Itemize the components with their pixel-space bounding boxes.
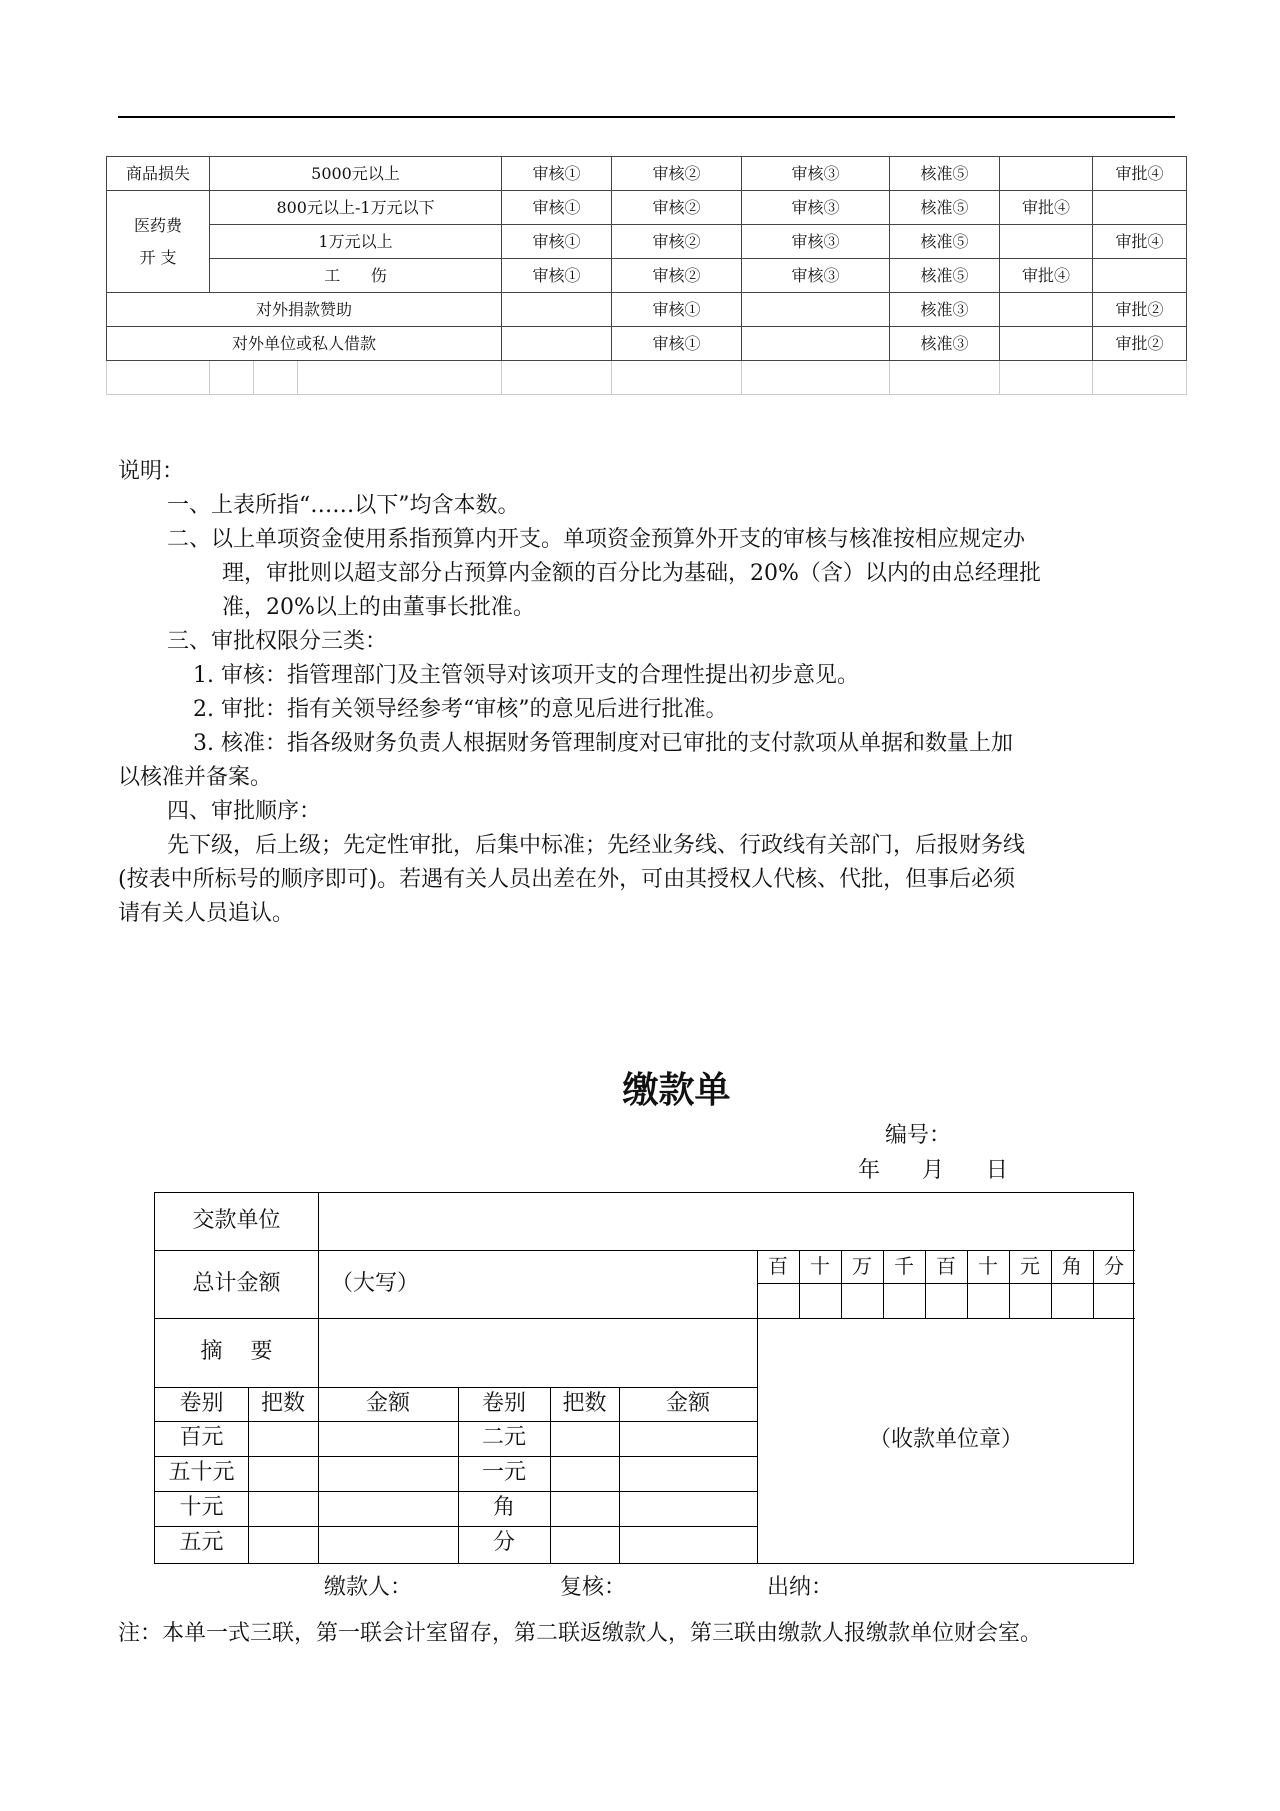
total-amount-label: 总计金额 [192, 1271, 281, 1296]
capital-amount-hint: （大写） [331, 1271, 420, 1296]
denom-header: 金额 [665, 1391, 710, 1416]
note-line: 准，20%以上的由董事长批准。 [222, 595, 535, 620]
table-row [107, 361, 1187, 395]
table-cell: 800元以上-1万元以下 [210, 191, 502, 225]
table-cell: 1万元以上 [210, 225, 502, 259]
table-cell: 审核① [502, 157, 612, 191]
reviewer-label: 复核： [560, 1575, 627, 1600]
form-rule [155, 1250, 1135, 1251]
note-line: 先下级，后上级；先定性审批，后集中标准；先经业务线、行政线有关部门，后报财务线 [167, 833, 1026, 858]
table-cell [742, 361, 890, 395]
stamp-label: （收款单位章） [868, 1427, 1023, 1452]
note-line: 以核准并备案。 [118, 765, 273, 790]
denom-label: 一元 [481, 1460, 526, 1485]
table-cell [298, 361, 502, 395]
table-cell: 审核② [612, 157, 742, 191]
form-rule [155, 1387, 757, 1388]
table-cell [1000, 225, 1093, 259]
table-row [107, 259, 1187, 293]
table-cell: 审核③ [742, 259, 890, 293]
table-cell [1093, 259, 1187, 293]
payer-label: 缴款人： [324, 1575, 413, 1600]
note-line: 3. 核准：指各级财务负责人根据财务管理制度对已审批的支付款项从单据和数量上加 [193, 731, 1013, 756]
table-cell: 审核① [612, 293, 742, 327]
digit-header: 万 [852, 1254, 872, 1278]
digit-header: 角 [1062, 1254, 1082, 1278]
table-cell: 审核① [502, 259, 612, 293]
serial-label: 编号： [885, 1123, 952, 1148]
table-cell: 审批④ [1093, 157, 1187, 191]
table-cell [1000, 293, 1093, 327]
payer-unit-field[interactable] [318, 1208, 757, 1234]
table-cell: 审核② [612, 191, 742, 225]
summary-label: 摘 要 [200, 1339, 273, 1364]
table-cell: 医药费 开 支 [107, 191, 210, 293]
table-cell [612, 361, 742, 395]
table-cell: 核准③ [890, 327, 1000, 361]
table-cell [210, 361, 254, 395]
table-cell: 审核① [502, 225, 612, 259]
table-cell [502, 293, 612, 327]
table-cell: 核准③ [890, 293, 1000, 327]
denom-label: 五十元 [168, 1460, 235, 1485]
form-rule [155, 1421, 757, 1422]
note-line: 1. 审核：指管理部门及主管领导对该项开支的合理性提出初步意见。 [193, 663, 859, 688]
digit-header: 分 [1104, 1254, 1124, 1278]
denom-header: 把数 [562, 1391, 607, 1416]
table-cell: 5000元以上 [210, 157, 502, 191]
table-cell: 对外单位或私人借款 [107, 327, 502, 361]
table-cell [502, 327, 612, 361]
denom-label: 角 [492, 1495, 515, 1520]
cashier-label: 出纳： [767, 1575, 834, 1600]
table-cell [1000, 157, 1093, 191]
table-cell: 审核③ [742, 225, 890, 259]
table-cell: 对外捐款赞助 [107, 293, 502, 327]
table-cell [1000, 361, 1093, 395]
table-cell [1000, 327, 1093, 361]
form-rule [155, 1456, 757, 1457]
denom-label: 二元 [481, 1425, 526, 1450]
note-line: 二、以上单项资金使用系指预算内开支。单项资金预算外开支的审核与核准按相应规定办 [167, 527, 1026, 552]
note-line: 理，审批则以超支部分占预算内金额的百分比为基础，20%（含）以内的由总经理批 [222, 561, 1041, 586]
table-cell [502, 361, 612, 395]
note-line: 一、上表所指“……以下”均含本数。 [167, 493, 520, 518]
form-rule [757, 1283, 1135, 1284]
table-cell: 核准⑤ [890, 259, 1000, 293]
digit-header: 千 [894, 1254, 914, 1278]
table-cell: 审核③ [742, 157, 890, 191]
form-title: 缴款单 [622, 1070, 731, 1111]
table-cell: 商品损失 [107, 157, 210, 191]
table-cell: 审核② [612, 225, 742, 259]
header-rule [118, 116, 1175, 118]
table-cell: 核准⑤ [890, 225, 1000, 259]
table-cell [1093, 361, 1187, 395]
table-row [107, 225, 1187, 259]
approval-table [106, 156, 1187, 395]
note-line: 2. 审批：指有关领导经参考“审核”的意见后进行批准。 [193, 697, 728, 722]
table-cell: 审批④ [1000, 259, 1093, 293]
table-row [107, 191, 1187, 225]
notes-heading: 说明： [118, 459, 185, 484]
table-cell [742, 293, 890, 327]
form-rule [155, 1491, 757, 1492]
form-rule [155, 1318, 1135, 1319]
table-cell: 核准⑤ [890, 191, 1000, 225]
note-line: 三、审批权限分三类： [167, 629, 388, 654]
form-footnote: 注：本单一式三联，第一联会计室留存，第二联返缴款人，第三联由缴款人报缴款单位财会室。 [118, 1621, 1043, 1646]
table-cell [890, 361, 1000, 395]
table-row [107, 157, 1187, 191]
denom-label: 分 [492, 1530, 515, 1555]
denom-header: 卷别 [179, 1391, 224, 1416]
form-rule [757, 1250, 758, 1563]
note-line: 四、审批顺序： [167, 799, 322, 824]
digit-header: 百 [768, 1254, 788, 1278]
table-cell: 审核① [502, 191, 612, 225]
digit-header: 元 [1020, 1254, 1040, 1278]
denom-header: 把数 [260, 1391, 305, 1416]
table-cell [254, 361, 298, 395]
payer-unit-label: 交款单位 [192, 1208, 281, 1233]
digit-header: 十 [978, 1254, 998, 1278]
digit-header: 百 [936, 1254, 956, 1278]
table-cell [107, 361, 210, 395]
table-cell [742, 327, 890, 361]
table-cell: 审核③ [742, 191, 890, 225]
table-cell: 审核① [612, 327, 742, 361]
table-cell [1093, 191, 1187, 225]
table-cell: 审批④ [1093, 225, 1187, 259]
table-row [107, 293, 1187, 327]
denom-label: 十元 [179, 1495, 224, 1520]
denom-label: 百元 [179, 1425, 224, 1450]
note-line: 请有关人员追认。 [118, 901, 295, 926]
table-cell: 核准⑤ [890, 157, 1000, 191]
denom-label: 五元 [179, 1530, 224, 1555]
table-cell: 审批② [1093, 327, 1187, 361]
form-rule [155, 1526, 757, 1527]
table-cell: 审批② [1093, 293, 1187, 327]
table-cell: 审核② [612, 259, 742, 293]
payment-form [154, 1192, 1134, 1564]
table-cell: 审批④ [1000, 191, 1093, 225]
denom-header: 卷别 [481, 1391, 526, 1416]
table-cell: 工 伤 [210, 259, 502, 293]
digit-header: 十 [810, 1254, 830, 1278]
table-row [107, 327, 1187, 361]
date-label: 年 月 日 [858, 1158, 1008, 1183]
denom-header: 金额 [365, 1391, 410, 1416]
note-line: (按表中所标号的顺序即可)。若遇有关人员出差在外，可由其授权人代核、代批，但事后必须 [118, 867, 1016, 892]
